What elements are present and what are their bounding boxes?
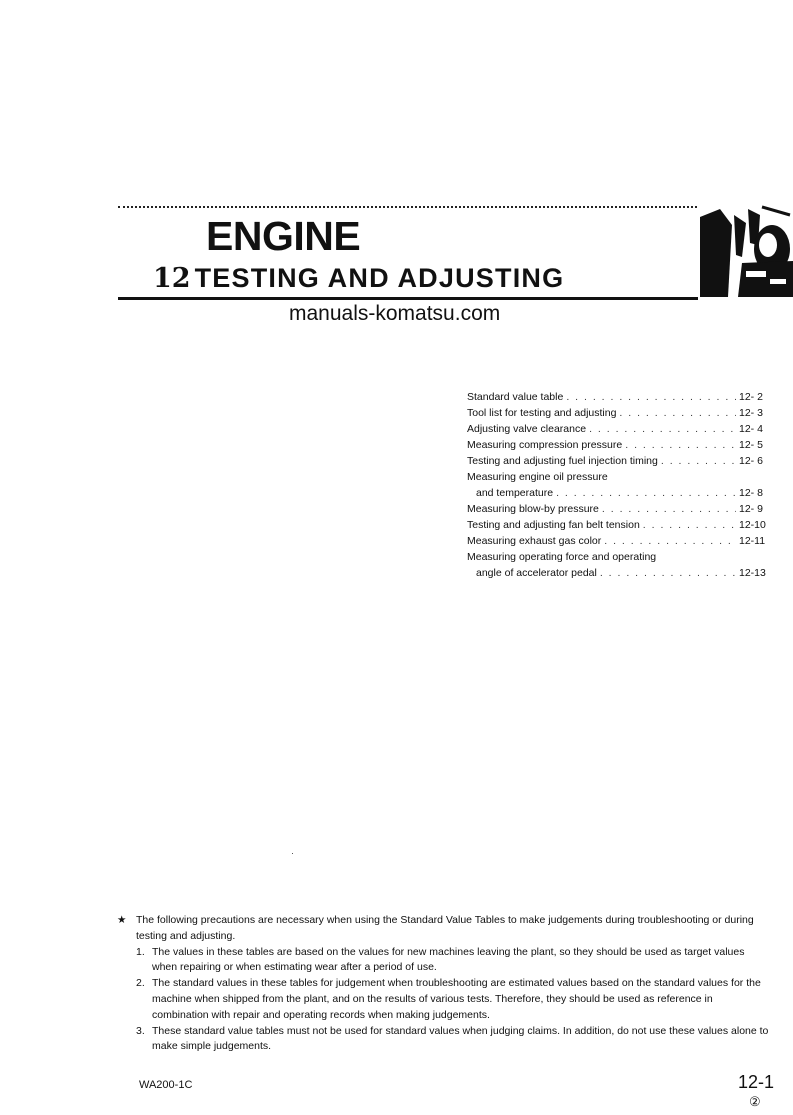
toc-page-number: 12-11 [739, 535, 766, 547]
scan-speck [292, 853, 293, 854]
toc-entry [467, 533, 777, 549]
toc-entry [467, 485, 777, 501]
note-number: 1. [136, 945, 145, 958]
toc-leader-dots [589, 421, 736, 437]
toc-entry [467, 453, 777, 469]
toc-leader-dots [600, 565, 736, 581]
note-text: These standard value tables must not be used for standard values when judging claims. In addition, do not use these values alone to make simple judgements. [152, 1024, 769, 1053]
notes-intro [117, 913, 772, 945]
toc-page-number: 12- 8 [739, 487, 763, 499]
toc-leader-dots [625, 437, 736, 453]
table-of-contents [467, 389, 777, 581]
toc-entry [467, 405, 777, 421]
toc-entry [467, 565, 777, 581]
toc-entry [467, 517, 777, 533]
toc-entry [467, 421, 777, 437]
precautions-notes [117, 913, 772, 1055]
note-text: The standard values in these tables for judgement when troubleshooting are estimated values based on the standard values for the machine when shipped from the plant, and on the results of various tests. Therefore, they should be used as reference in combination with repair and operating records when making judgements. [152, 977, 761, 1021]
toc-page-number: 12- 5 [739, 439, 763, 451]
watermark-text: manuals-komatsu.com [289, 302, 501, 325]
notes-intro-text: The following precautions are necessary when using the Standard Value Tables to make judgements during troubleshooting or during testing and adjusting. [136, 914, 754, 942]
note-item [117, 976, 772, 1023]
note-number: 3. [136, 1024, 145, 1037]
toc-page-number: 12-13 [739, 567, 766, 579]
toc-page-number: 12- 9 [739, 503, 763, 515]
note-item [117, 1024, 772, 1056]
star-icon: ★ [117, 914, 127, 926]
note-item [117, 945, 772, 977]
toc-entry-title: Testing and adjusting fan belt tension [467, 519, 640, 531]
toc-entry-title: Measuring engine oil pressure [467, 471, 608, 483]
toc-leader-dots [602, 501, 736, 517]
toc-entry-title: Standard value table [467, 391, 564, 403]
toc-page-number: 12- 4 [739, 423, 763, 435]
toc-page-number: 12-10 [739, 519, 766, 531]
toc-entry-title: Measuring compression pressure [467, 439, 623, 451]
toc-entry-title: Measuring operating force and operating [467, 551, 657, 563]
page-title: ENGINE [206, 213, 361, 259]
toc-page-number: 12- 3 [739, 407, 763, 419]
footer-revision-mark: ② [749, 1094, 761, 1109]
toc-leader-dots [643, 517, 736, 533]
chapter-subtitle: TESTING AND ADJUSTING [194, 263, 565, 293]
toc-leader-dots [556, 485, 736, 501]
toc-entry [467, 501, 777, 517]
chapter-title [153, 262, 564, 295]
header-rule-bottom [118, 297, 698, 300]
toc-entry-title: Measuring exhaust gas color [467, 535, 602, 547]
toc-entry [467, 437, 777, 453]
toc-entry-title: Measuring blow-by pressure [467, 503, 599, 515]
toc-entry-continuation: angle of accelerator pedal [476, 567, 597, 579]
note-number: 2. [136, 977, 145, 990]
engine-piston-icon [698, 205, 793, 300]
footer-model: WA200-1C [139, 1079, 193, 1091]
toc-entry-continuation: and temperature [476, 487, 554, 499]
toc-entry-title: Adjusting valve clearance [467, 423, 587, 435]
toc-leader-dots [619, 405, 736, 421]
note-text: The values in these tables are based on the values for new machines leaving the plant, so they should be used as target values when repairing or when estimating wear after a period of use. [152, 945, 745, 974]
header-rule-top [118, 206, 793, 208]
toc-entry [467, 389, 777, 405]
chapter-number: 12 [153, 263, 191, 294]
toc-leader-dots [661, 453, 736, 469]
toc-leader-dots [566, 389, 736, 405]
toc-leader-dots [604, 533, 736, 549]
footer-page-number: 12-1 [738, 1072, 775, 1092]
toc-page-number: 12- 2 [739, 391, 763, 403]
toc-entry-title: Testing and adjusting fuel injection timing [467, 455, 658, 467]
toc-entry-title: Tool list for testing and adjusting [467, 407, 617, 419]
toc-page-number: 12- 6 [739, 455, 763, 467]
